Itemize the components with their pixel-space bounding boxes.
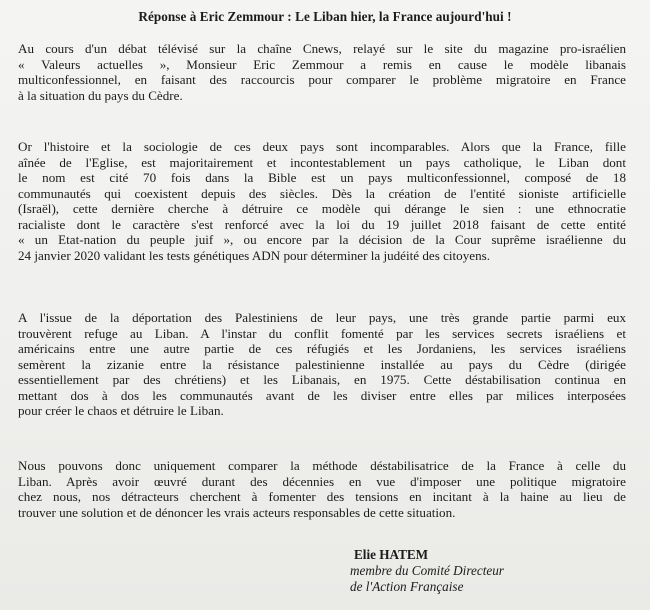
paragraph-line: Liban. Après avoir œuvré durant des décennies en vue d'imposer une politique migratoire — [18, 473, 626, 489]
paragraph-line: A l'issue de la déportation des Palestiniens de leur pays, une très grande partie parmi eux — [18, 310, 626, 325]
paragraph-line: « Valeurs actuelles », Monsieur Eric Zemmour a remis en cause le modèle libanais — [18, 56, 626, 72]
signature-block — [350, 547, 504, 595]
paragraph-4 — [18, 458, 626, 520]
paragraph-line: trouvèrent refuge au Liban. A l'instar du conflit fomenté par les services secrets israéliens et — [18, 325, 626, 341]
paragraph-line: trouver une solution et de dénoncer les vrais acteurs responsables de cette situation. — [18, 504, 456, 520]
paragraph-line: communautés qui coexistent depuis des siècles. Dès la création de l'entité sioniste artificielle — [18, 185, 626, 201]
paragraph-line: le nom est cité 70 fois dans la Bible est un pays multiconfessionnel, composé de 18 — [18, 170, 626, 185]
signature-role-line-1: membre du Comité Directeur — [350, 563, 504, 578]
paragraph-2 — [18, 139, 626, 263]
paragraph-line: mettant dos à dos les communautés avant de les diviser entre elles par milices interposées — [18, 387, 626, 403]
paragraph-line: Or l'histoire et la sociologie de ces deux pays sont incomparables. Alors que la France, fille — [18, 139, 626, 154]
letter-title: Réponse à Eric Zemmour : Le Liban hier, la France aujourd'hui ! — [138, 9, 512, 24]
paragraph-line: multiconfessionnel, en faisant des raccourcis pour comparer le problème migratoire en France — [18, 72, 626, 87]
paragraph-line: pour créer le chaos et détruire le Liban. — [18, 403, 224, 418]
paragraph-line: chez nous, nos détracteurs cherchent à fomenter des tensions en incitant à la haine au lieu de — [18, 489, 626, 504]
paragraph-line: « un Etat-nation du peuple juif », ou encore par la décision de la Cour suprême israélienne du — [18, 232, 626, 247]
paragraph-line: aînée de l'Eglise, est majoritairement et incontestablement un pays catholique, le Liban dont — [18, 154, 626, 170]
paragraph-line: 24 janvier 2020 validant les tests génétiques ADN pour déterminer la judéité des citoyens. — [18, 247, 490, 263]
paragraph-line: (Israël), cette dernière cherche à détruire ce modèle qui dérange le sien : une ethnocratie — [18, 201, 626, 216]
paragraph-line: américains entre une autre partie de ces réfugiés et les Jordaniens, les services israéliens — [18, 341, 626, 356]
paragraph-line: Au cours d'un débat télévisé sur la chaîne Cnews, relayé sur le site du magazine pro-israélien — [18, 41, 626, 56]
signature-name: Elie HATEM — [354, 547, 429, 562]
paragraph-line: semèrent la zizanie entre la résistance palestinienne installée au pays du Cèdre (dirigée — [18, 356, 626, 372]
paragraph-1 — [18, 41, 626, 103]
paragraph-line: à la situation du pays du Cèdre. — [18, 87, 183, 103]
paragraph-line: Nous pouvons donc uniquement comparer la méthode déstabilisatrice de la France à celle du — [18, 458, 626, 473]
paragraph-3 — [18, 310, 626, 419]
paragraph-line: essentiellement par des chrétiens) et les Libanais, en 1975. Cette déstabilisation continua en — [18, 372, 626, 387]
paragraph-line: racialiste dont le caractère s'est renforcé avec la loi du 19 juillet 2018 faisant de cette entité — [18, 216, 626, 232]
signature-role-line-2: de l'Action Française — [350, 579, 464, 594]
